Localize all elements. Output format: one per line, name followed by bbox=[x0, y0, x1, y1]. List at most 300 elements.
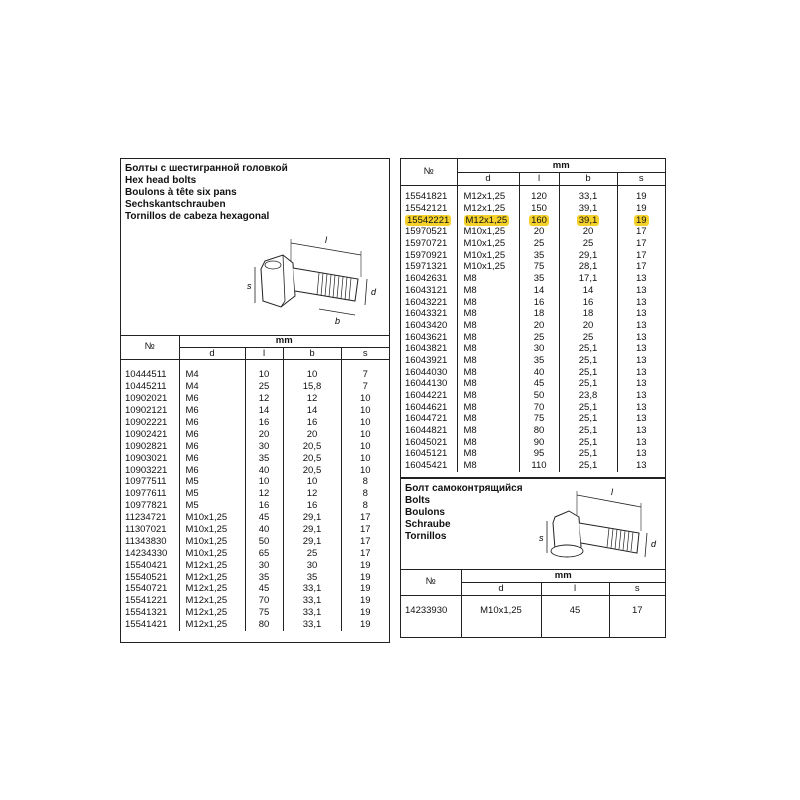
cell-l: 80 bbox=[519, 425, 559, 437]
cell-l: 65 bbox=[245, 547, 283, 559]
hex-bolts-continued-table bbox=[401, 159, 665, 472]
cell-l: 30 bbox=[245, 440, 283, 452]
table-row bbox=[401, 296, 665, 308]
cell-b: 25,1 bbox=[559, 343, 617, 355]
cell-l: 80 bbox=[245, 619, 283, 631]
cell-s: 10 bbox=[341, 452, 389, 464]
table-row bbox=[121, 381, 389, 393]
cell-no: 16043621 bbox=[405, 331, 448, 343]
cell-no: 15970521 bbox=[405, 226, 448, 238]
cell-l: 35 bbox=[519, 273, 559, 285]
cell-no: 10977611 bbox=[125, 488, 167, 500]
table-row bbox=[401, 460, 665, 472]
cell-s: 13 bbox=[617, 425, 665, 437]
cell-s: 10 bbox=[341, 428, 389, 440]
cell-l bbox=[519, 214, 559, 226]
cell-l: 45 bbox=[245, 512, 283, 524]
highlight-marker: 15542221 bbox=[407, 214, 450, 226]
cell-s: 19 bbox=[617, 203, 665, 215]
table-row bbox=[401, 425, 665, 437]
col-d-header: d bbox=[457, 172, 519, 185]
cell-l: 150 bbox=[519, 203, 559, 215]
cell-b: 14 bbox=[559, 285, 617, 297]
cell-l: 35 bbox=[519, 249, 559, 261]
cell-l: 40 bbox=[519, 366, 559, 378]
dim-l-label: l bbox=[325, 235, 327, 245]
cell-s: 13 bbox=[617, 401, 665, 413]
cell-l: 25 bbox=[519, 331, 559, 343]
table-row bbox=[121, 393, 389, 405]
cell-no: 16044721 bbox=[405, 413, 448, 425]
cell-l: 70 bbox=[519, 401, 559, 413]
cell-d: M12x1,25 bbox=[179, 559, 245, 571]
cell-l: 14 bbox=[245, 405, 283, 417]
table-row bbox=[121, 583, 389, 595]
cell-b: 25,1 bbox=[559, 460, 617, 472]
cell-s: 10 bbox=[341, 440, 389, 452]
cell-b: 20,5 bbox=[283, 440, 341, 452]
cell-d bbox=[457, 214, 519, 226]
cell-d: M12x1,25 bbox=[179, 607, 245, 619]
table-row bbox=[401, 355, 665, 367]
cell-b: 16 bbox=[559, 296, 617, 308]
cell-s: 19 bbox=[341, 595, 389, 607]
cell-d: M6 bbox=[179, 428, 245, 440]
dim-d-label: d bbox=[651, 539, 657, 549]
cell-s: 17 bbox=[341, 512, 389, 524]
table-row bbox=[401, 214, 665, 226]
table-row bbox=[121, 476, 389, 488]
col-s-header: s bbox=[617, 172, 665, 185]
table-row bbox=[121, 559, 389, 571]
cell-s: 19 bbox=[617, 191, 665, 203]
cell-d: M10x1,25 bbox=[179, 524, 245, 536]
cell-d: M6 bbox=[179, 417, 245, 429]
cell-s: 17 bbox=[617, 249, 665, 261]
cell-d: M8 bbox=[457, 378, 519, 390]
table-row bbox=[401, 249, 665, 261]
cell-l: 25 bbox=[245, 381, 283, 393]
cell-s: 10 bbox=[341, 405, 389, 417]
cell-b: 29,1 bbox=[283, 535, 341, 547]
cell-d: M8 bbox=[457, 460, 519, 472]
cell-b: 20,5 bbox=[283, 452, 341, 464]
cell-b: 25,1 bbox=[559, 366, 617, 378]
cell-s: 19 bbox=[341, 619, 389, 631]
cell-l: 90 bbox=[519, 436, 559, 448]
cell-no: 16042631 bbox=[405, 273, 448, 285]
cell-l: 45 bbox=[245, 583, 283, 595]
cell-d: M8 bbox=[457, 285, 519, 297]
cell-l: 120 bbox=[519, 191, 559, 203]
cell-s: 13 bbox=[617, 436, 665, 448]
cell-l: 75 bbox=[245, 607, 283, 619]
col-b-header: b bbox=[559, 172, 617, 185]
cell-d: M12x1,25 bbox=[457, 191, 519, 203]
cell-d: M8 bbox=[457, 308, 519, 320]
cell-d: M8 bbox=[457, 273, 519, 285]
col-d-header: d bbox=[179, 347, 245, 359]
cell-b: 16 bbox=[283, 500, 341, 512]
cell-b: 39,1 bbox=[559, 203, 617, 215]
cell-l: 12 bbox=[245, 488, 283, 500]
cell-l: 10 bbox=[245, 369, 283, 381]
cell-d: M4 bbox=[179, 369, 245, 381]
cell-b bbox=[559, 214, 617, 226]
table-row bbox=[121, 440, 389, 452]
table-row bbox=[121, 607, 389, 619]
flange-bolt-drawing bbox=[535, 481, 665, 571]
cell-no: 11234721 bbox=[125, 512, 167, 524]
cell-s: 19 bbox=[341, 607, 389, 619]
cell-s: 10 bbox=[341, 417, 389, 429]
cell-no: 15541821 bbox=[405, 191, 448, 203]
cell-l: 10 bbox=[245, 476, 283, 488]
cell-l: 35 bbox=[245, 452, 283, 464]
cell-no: 14233930 bbox=[405, 604, 448, 616]
self-locking-table bbox=[401, 569, 665, 637]
cell-no bbox=[401, 214, 457, 226]
dim-s-label: s bbox=[539, 533, 544, 543]
cell-b: 25,1 bbox=[559, 355, 617, 367]
cell-s: 7 bbox=[341, 369, 389, 381]
table-row bbox=[121, 464, 389, 476]
cell-b: 29,1 bbox=[559, 249, 617, 261]
cell-d: M8 bbox=[457, 425, 519, 437]
cell-s: 17 bbox=[617, 261, 665, 273]
cell-d: M6 bbox=[179, 452, 245, 464]
cell-l: 35 bbox=[245, 571, 283, 583]
cell-d: M8 bbox=[457, 436, 519, 448]
cell-d: M4 bbox=[179, 381, 245, 393]
title-es: Tornillos bbox=[405, 531, 447, 542]
table-filler-row bbox=[401, 617, 665, 637]
cell-no: 15541221 bbox=[125, 595, 168, 607]
table-row bbox=[401, 308, 665, 320]
cell-b: 25,1 bbox=[559, 401, 617, 413]
hex-bolt-drawing bbox=[243, 221, 393, 331]
cell-s: 13 bbox=[617, 273, 665, 285]
cell-d: M8 bbox=[457, 448, 519, 460]
cell-l: 16 bbox=[245, 417, 283, 429]
cell-d: M8 bbox=[457, 343, 519, 355]
table-row bbox=[401, 413, 665, 425]
dim-d-label: d bbox=[371, 287, 377, 297]
highlight-marker: 160 bbox=[531, 214, 547, 226]
cell-s: 10 bbox=[341, 393, 389, 405]
table-row bbox=[121, 405, 389, 417]
cell-d: M10x1,25 bbox=[179, 512, 245, 524]
table-row bbox=[121, 488, 389, 500]
table-row bbox=[121, 417, 389, 429]
cell-d: M10x1,25 bbox=[457, 261, 519, 273]
cell-s: 13 bbox=[617, 448, 665, 460]
cell-l: 16 bbox=[245, 500, 283, 512]
cell-s: 17 bbox=[609, 603, 665, 617]
title-fr: Boulons bbox=[405, 507, 445, 518]
cell-l: 18 bbox=[519, 308, 559, 320]
cell-no: 16045121 bbox=[405, 448, 448, 460]
cell-b: 33,1 bbox=[283, 595, 341, 607]
title-fr: Boulons à tête six pans bbox=[125, 187, 237, 198]
col-s-header: s bbox=[341, 347, 389, 359]
cell-d: M5 bbox=[179, 488, 245, 500]
cell-b: 20,5 bbox=[283, 464, 341, 476]
table-row bbox=[401, 378, 665, 390]
cell-l: 75 bbox=[519, 413, 559, 425]
cell-l: 95 bbox=[519, 448, 559, 460]
cell-d: M8 bbox=[457, 390, 519, 402]
cell-d: M12x1,25 bbox=[457, 203, 519, 215]
cell-s: 19 bbox=[341, 571, 389, 583]
hex-bolts-table-body bbox=[121, 359, 389, 631]
cell-b: 23,8 bbox=[559, 390, 617, 402]
col-l-header: l bbox=[519, 172, 559, 185]
cell-no: 16045421 bbox=[405, 460, 448, 472]
table-row bbox=[121, 535, 389, 547]
cell-no: 16044030 bbox=[405, 366, 448, 378]
self-locking-bolts-panel bbox=[400, 478, 666, 638]
table-row bbox=[401, 320, 665, 332]
cell-s: 17 bbox=[341, 524, 389, 536]
cell-s: 8 bbox=[341, 476, 389, 488]
cell-no: 10903221 bbox=[125, 464, 168, 476]
cell-b: 25,1 bbox=[559, 378, 617, 390]
col-s-header: s bbox=[609, 582, 665, 595]
cell-b: 30 bbox=[283, 559, 341, 571]
cell-no: 15540421 bbox=[125, 559, 168, 571]
cell-d: M10x1,25 bbox=[457, 238, 519, 250]
cell-s: 13 bbox=[617, 355, 665, 367]
table-row bbox=[401, 390, 665, 402]
table-row bbox=[121, 428, 389, 440]
cell-d: M10x1,25 bbox=[457, 249, 519, 261]
table-row bbox=[401, 603, 665, 617]
cell-no: 10977511 bbox=[125, 476, 167, 488]
hex-bolts-panel bbox=[120, 158, 390, 643]
cell-d: M12x1,25 bbox=[179, 571, 245, 583]
cell-l: 50 bbox=[519, 390, 559, 402]
dim-b-label: b bbox=[335, 316, 341, 326]
filler-cell bbox=[461, 617, 541, 637]
cell-b: 29,1 bbox=[283, 512, 341, 524]
table-row bbox=[401, 226, 665, 238]
dim-s-label: s bbox=[247, 281, 252, 291]
cell-d: M6 bbox=[179, 464, 245, 476]
cell-s: 13 bbox=[617, 320, 665, 332]
cell-l: 45 bbox=[519, 378, 559, 390]
mm-header: mm bbox=[179, 335, 389, 347]
cell-l: 50 bbox=[245, 535, 283, 547]
cell-s: 13 bbox=[617, 331, 665, 343]
cell-no: 10903021 bbox=[125, 452, 168, 464]
cell-b: 17,1 bbox=[559, 273, 617, 285]
hex-bolts-table bbox=[121, 335, 389, 631]
cell-b: 28,1 bbox=[559, 261, 617, 273]
col-b-header: b bbox=[283, 347, 341, 359]
table-row bbox=[401, 191, 665, 203]
cell-no: 15540521 bbox=[125, 571, 168, 583]
cell-b: 20 bbox=[559, 320, 617, 332]
cell-no: 10977821 bbox=[125, 500, 168, 512]
hex-bolts-continued-panel bbox=[400, 158, 666, 478]
cell-no: 15971321 bbox=[405, 261, 448, 273]
col-no-header: № bbox=[401, 159, 457, 185]
cell-s: 13 bbox=[617, 390, 665, 402]
filler-cell bbox=[401, 617, 461, 637]
cell-b: 14 bbox=[283, 405, 341, 417]
cell-l: 20 bbox=[519, 226, 559, 238]
cell-no: 10444511 bbox=[125, 369, 167, 381]
cell-d: M10x1,25 bbox=[457, 226, 519, 238]
cell-b: 10 bbox=[283, 476, 341, 488]
cell-d: M6 bbox=[179, 440, 245, 452]
cell-d: M8 bbox=[457, 320, 519, 332]
title-en: Bolts bbox=[405, 495, 430, 506]
cell-no: 15970921 bbox=[405, 249, 448, 261]
cell-l: 45 bbox=[541, 603, 609, 617]
cell-s: 13 bbox=[617, 378, 665, 390]
cell-l: 20 bbox=[245, 428, 283, 440]
table-row bbox=[401, 343, 665, 355]
cell-s: 13 bbox=[617, 343, 665, 355]
cell-no: 16044621 bbox=[405, 401, 448, 413]
cell-no: 10445211 bbox=[125, 381, 167, 393]
cell-d: M10x1,25 bbox=[461, 603, 541, 617]
title-de: Sechskantschrauben bbox=[125, 199, 226, 210]
hex-bolts-continued-table-body bbox=[401, 185, 665, 472]
cell-b: 15,8 bbox=[283, 381, 341, 393]
cell-s: 19 bbox=[341, 559, 389, 571]
cell-b: 25 bbox=[283, 547, 341, 559]
cell-no: 15970721 bbox=[405, 238, 448, 250]
table-row bbox=[121, 500, 389, 512]
cell-s bbox=[617, 214, 665, 226]
cell-s: 19 bbox=[341, 583, 389, 595]
table-row bbox=[121, 547, 389, 559]
cell-b: 25,1 bbox=[559, 413, 617, 425]
cell-s: 17 bbox=[341, 547, 389, 559]
cell-no: 15541421 bbox=[125, 619, 168, 631]
cell-b: 20 bbox=[559, 226, 617, 238]
table-row bbox=[121, 512, 389, 524]
cell-b: 16 bbox=[283, 417, 341, 429]
cell-l: 35 bbox=[519, 355, 559, 367]
cell-no: 15540721 bbox=[125, 583, 168, 595]
table-row bbox=[401, 366, 665, 378]
cell-no: 16043821 bbox=[405, 343, 448, 355]
cell-d: M12x1,25 bbox=[179, 583, 245, 595]
cell-b: 33,1 bbox=[559, 191, 617, 203]
col-l-header: l bbox=[541, 582, 609, 595]
self-locking-table-body bbox=[401, 595, 665, 637]
cell-s: 17 bbox=[341, 535, 389, 547]
cell-l: 30 bbox=[519, 343, 559, 355]
cell-l: 30 bbox=[245, 559, 283, 571]
col-l-header: l bbox=[245, 347, 283, 359]
filler-cell bbox=[541, 617, 609, 637]
cell-b: 25 bbox=[559, 238, 617, 250]
table-row bbox=[401, 436, 665, 448]
cell-no: 16043921 bbox=[405, 354, 448, 366]
table-row bbox=[401, 203, 665, 215]
cell-no: 10902821 bbox=[125, 440, 168, 452]
cell-s: 13 bbox=[617, 460, 665, 472]
cell-b: 25,1 bbox=[559, 436, 617, 448]
cell-d: M12x1,25 bbox=[179, 619, 245, 631]
cell-l: 75 bbox=[519, 261, 559, 273]
cell-l: 14 bbox=[519, 285, 559, 297]
cell-d: M8 bbox=[457, 413, 519, 425]
cell-d: M8 bbox=[457, 296, 519, 308]
cell-b: 12 bbox=[283, 393, 341, 405]
title-es: Tornillos de cabeza hexagonal bbox=[125, 211, 270, 222]
title-ru: Болты с шестигранной головкой bbox=[125, 163, 288, 174]
cell-d: M8 bbox=[457, 355, 519, 367]
cell-l: 40 bbox=[245, 524, 283, 536]
cell-s: 13 bbox=[617, 296, 665, 308]
cell-s: 13 bbox=[617, 285, 665, 297]
cell-l: 110 bbox=[519, 460, 559, 472]
cell-d: M8 bbox=[457, 366, 519, 378]
cell-d: M5 bbox=[179, 476, 245, 488]
cell-l: 70 bbox=[245, 595, 283, 607]
cell-no: 11307021 bbox=[125, 524, 167, 536]
highlight-marker: M12x1,25 bbox=[465, 214, 508, 226]
cell-b: 29,1 bbox=[283, 524, 341, 536]
cell-s: 8 bbox=[341, 500, 389, 512]
cell-no: 11343830 bbox=[125, 535, 167, 547]
cell-l: 25 bbox=[519, 238, 559, 250]
highlight-marker: 19 bbox=[635, 214, 647, 226]
cell-no: 16044130 bbox=[405, 378, 448, 390]
cell-l: 12 bbox=[245, 393, 283, 405]
table-row bbox=[121, 595, 389, 607]
cell-d: M8 bbox=[457, 401, 519, 413]
cell-no: 15542121 bbox=[405, 203, 448, 215]
cell-s: 17 bbox=[617, 238, 665, 250]
cell-b: 25,1 bbox=[559, 425, 617, 437]
cell-no: 16043221 bbox=[405, 296, 448, 308]
hex-bolts-titles bbox=[125, 163, 288, 223]
cell-no: 10902221 bbox=[125, 417, 168, 428]
cell-no: 16043420 bbox=[405, 319, 448, 331]
self-locking-titles bbox=[405, 483, 523, 543]
cell-d: M10x1,25 bbox=[179, 547, 245, 559]
cell-b: 25,1 bbox=[559, 448, 617, 460]
mm-header: mm bbox=[457, 159, 665, 172]
cell-no: 14234330 bbox=[125, 547, 168, 559]
cell-no: 16044221 bbox=[405, 390, 448, 402]
cell-no: 15541321 bbox=[125, 607, 168, 619]
table-row bbox=[121, 571, 389, 583]
cell-s: 13 bbox=[617, 366, 665, 378]
cell-no: 16044821 bbox=[405, 425, 448, 437]
cell-b: 35 bbox=[283, 571, 341, 583]
cell-b: 10 bbox=[283, 369, 341, 381]
table-row bbox=[121, 619, 389, 631]
cell-d: M6 bbox=[179, 405, 245, 417]
cell-b: 20 bbox=[283, 428, 341, 440]
cell-b: 33,1 bbox=[283, 607, 341, 619]
cell-s: 10 bbox=[341, 464, 389, 476]
cell-no: 16045021 bbox=[405, 436, 448, 448]
cell-d: M5 bbox=[179, 500, 245, 512]
table-row bbox=[401, 331, 665, 343]
cell-d: M8 bbox=[457, 331, 519, 343]
table-row bbox=[401, 448, 665, 460]
col-no-header: № bbox=[121, 335, 179, 359]
